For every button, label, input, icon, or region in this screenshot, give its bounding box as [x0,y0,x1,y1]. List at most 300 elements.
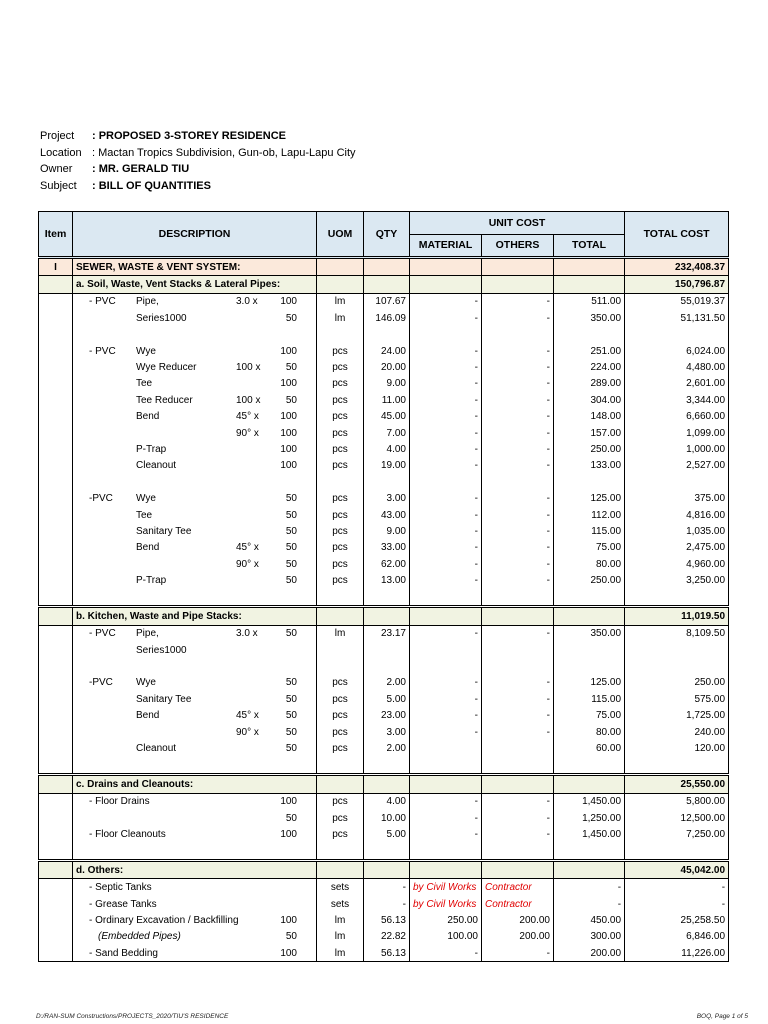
others-cell: - [482,724,554,740]
total-cost-cell: 8,109.50 [625,625,729,642]
total-cost-cell: 250.00 [625,675,729,691]
uom-cell [317,607,364,625]
desc-d2: Cleanout [136,460,177,472]
bill-of-quantities-table [38,211,729,962]
item-cell [39,589,73,607]
col-description: DESCRIPTION [73,212,317,258]
qty-cell: 43.00 [364,507,410,523]
others-cell [482,474,554,490]
qty-cell [364,589,410,607]
total-cost-cell: 232,408.37 [625,258,729,276]
others-cell: - [482,425,554,441]
description-cell: a. Soil, Waste, Vent Stacks & Lateral Pipes: [73,276,317,293]
description-cell [73,708,317,724]
qty-cell [364,258,410,276]
qty-cell: 33.00 [364,540,410,556]
uom-cell: pcs [317,675,364,691]
item-cell [39,826,73,842]
desc-d2: Cleanout [136,743,177,755]
total-cell: - [554,879,625,896]
description-cell [73,540,317,556]
material-cell: - [410,675,482,691]
description-cell [73,879,317,896]
qty-cell: 62.00 [364,556,410,572]
total-cost-cell: 11,019.50 [625,607,729,625]
description-cell [73,912,317,928]
table-row [39,879,729,896]
location-label: Location [40,146,82,159]
total-cost-cell: 55,019.37 [625,293,729,310]
item-cell: I [39,258,73,276]
item-cell [39,691,73,707]
others-cell: 200.00 [482,929,554,945]
table-row [39,490,729,506]
table-row [39,359,729,375]
uom-cell [317,589,364,607]
spacer-row [39,658,729,674]
others-cell: - [482,675,554,691]
total-cell [554,607,625,625]
total-cell [554,589,625,607]
spacer-row [39,474,729,490]
total-cell: 304.00 [554,392,625,408]
total-cost-cell [625,843,729,861]
item-cell [39,810,73,826]
qty-cell: 4.00 [364,441,410,457]
material-cell: - [410,425,482,441]
qty-cell: 9.00 [364,376,410,392]
project-value: : PROPOSED 3-STOREY RESIDENCE [92,130,286,142]
table-row [39,625,729,642]
qty-cell: - [364,896,410,912]
description-cell [73,556,317,572]
item-cell [39,775,73,793]
desc-d4: 100 [280,460,297,472]
item-cell [39,625,73,642]
total-cell [554,327,625,343]
material-cell [410,276,482,293]
others-cell: - [482,945,554,962]
qty-cell [364,607,410,625]
total-cost-cell: 150,796.87 [625,276,729,293]
qty-cell [364,642,410,658]
qty-cell [364,327,410,343]
total-cell: 289.00 [554,376,625,392]
description-cell [73,523,317,539]
desc-d4: 50 [285,362,297,374]
description-cell [73,441,317,457]
table-body [39,258,729,962]
desc-d2: Series1000 [136,312,187,324]
subject-value: : BILL OF QUANTITIES [92,179,211,192]
desc-d4: 50 [285,312,297,324]
others-cell: - [482,293,554,310]
item-cell [39,327,73,343]
qty-cell: 146.09 [364,310,410,326]
total-cost-cell: 25,550.00 [625,775,729,793]
item-cell [39,540,73,556]
col-unit-cost: UNIT COST [410,212,625,235]
table-row [39,343,729,359]
desc-d4: 100 [280,427,297,439]
desc-d4: 50 [285,493,297,505]
description-cell [73,658,317,674]
subsection-row [39,607,729,625]
uom-cell: pcs [317,708,364,724]
total-cost-cell: 575.00 [625,691,729,707]
total-cost-cell: 1,725.00 [625,708,729,724]
others-cell [482,861,554,879]
desc-d1: - Septic Tanks [89,882,152,894]
total-cell: 224.00 [554,359,625,375]
desc-d4: 50 [285,558,297,570]
desc-d4: 50 [285,693,297,705]
table-row [39,945,729,962]
others-cell: - [482,507,554,523]
total-cell [554,843,625,861]
uom-cell: lm [317,912,364,928]
desc-d4: 100 [280,828,297,840]
material-cell [410,861,482,879]
total-cell: 350.00 [554,625,625,642]
material-cell: - [410,490,482,506]
uom-cell: pcs [317,540,364,556]
description-cell [73,310,317,326]
item-cell [39,572,73,588]
qty-cell: 5.00 [364,826,410,842]
desc-d2: Wye Reducer [136,362,197,374]
total-cell [554,775,625,793]
desc-d2: Bend [136,411,160,423]
total-cost-cell [625,474,729,490]
desc-d4: 100 [280,378,297,390]
total-cost-cell: 4,480.00 [625,359,729,375]
item-cell [39,441,73,457]
material-cell: - [410,826,482,842]
table-row [39,912,729,928]
total-cost-cell: 6,660.00 [625,409,729,425]
others-cell: - [482,691,554,707]
uom-cell [317,327,364,343]
desc-d3: 3.0 x [236,628,258,640]
description-cell: c. Drains and Cleanouts: [73,775,317,793]
total-cost-cell: 1,000.00 [625,441,729,457]
uom-cell: pcs [317,392,364,408]
total-cell: 80.00 [554,556,625,572]
desc-d1: -PVC [89,493,113,505]
others-cell: - [482,343,554,359]
desc-d3: 3.0 x [236,296,258,308]
desc-d1: - Grease Tanks [89,898,157,910]
desc-d2: Bend [136,710,160,722]
description-cell [73,625,317,642]
item-cell [39,507,73,523]
item-cell [39,945,73,962]
uom-cell [317,658,364,674]
table-row [39,896,729,912]
qty-cell: 23.00 [364,708,410,724]
desc-d1: - Sand Bedding [89,947,158,959]
material-cell: - [410,293,482,310]
others-cell: - [482,625,554,642]
others-cell [482,276,554,293]
desc-d4: 100 [280,947,297,959]
desc-d2: Sanitary Tee [136,525,192,537]
project-header [40,128,356,194]
table-row [39,507,729,523]
item-cell [39,675,73,691]
material-cell [410,607,482,625]
item-cell [39,376,73,392]
total-cost-cell: 12,500.00 [625,810,729,826]
qty-cell: 4.00 [364,793,410,810]
uom-cell: pcs [317,826,364,842]
total-cell: - [554,896,625,912]
total-cell: 157.00 [554,425,625,441]
material-cell [410,658,482,674]
item-cell [39,276,73,293]
desc-d2: P-Trap [136,575,167,587]
others-cell: - [482,572,554,588]
desc-d1: - Ordinary Excavation / Backfilling [89,914,239,926]
qty-cell [364,474,410,490]
uom-cell: pcs [317,343,364,359]
item-cell [39,793,73,810]
desc-d4: 100 [280,914,297,926]
desc-d3: 90° x [236,558,259,570]
others-cell: - [482,826,554,842]
total-cell: 133.00 [554,458,625,474]
total-cell: 250.00 [554,441,625,457]
item-cell [39,708,73,724]
material-cell: by Civil Works [410,879,482,896]
col-qty: QTY [364,212,410,258]
description-cell [73,896,317,912]
total-cost-cell: 120.00 [625,740,729,756]
material-cell: - [410,540,482,556]
total-cost-cell: 2,475.00 [625,540,729,556]
item-cell [39,607,73,625]
item-cell [39,861,73,879]
uom-cell: pcs [317,523,364,539]
description-cell [73,293,317,310]
table-row [39,691,729,707]
desc-d4: 50 [285,509,297,521]
desc-d1: - PVC [89,345,116,357]
qty-cell: 10.00 [364,810,410,826]
qty-cell: 11.00 [364,392,410,408]
material-cell [410,843,482,861]
uom-cell [317,474,364,490]
description-cell [73,691,317,707]
qty-cell: 45.00 [364,409,410,425]
material-cell: by Civil Works [410,896,482,912]
material-cell [410,258,482,276]
total-cost-cell: 3,344.00 [625,392,729,408]
desc-d2: Tee Reducer [136,394,193,406]
item-cell [39,458,73,474]
description-cell [73,490,317,506]
qty-cell: 107.67 [364,293,410,310]
total-cost-cell: 4,816.00 [625,507,729,523]
uom-cell: lm [317,310,364,326]
description-cell [73,376,317,392]
total-cost-cell: 2,601.00 [625,376,729,392]
col-total: TOTAL [554,235,625,258]
qty-cell: 7.00 [364,425,410,441]
subsection-row [39,775,729,793]
material-cell: - [410,556,482,572]
item-cell [39,392,73,408]
qty-cell: 3.00 [364,490,410,506]
total-cell: 350.00 [554,310,625,326]
description-cell [73,945,317,962]
table-row [39,572,729,588]
uom-cell: pcs [317,507,364,523]
qty-cell [364,276,410,293]
desc-d2: Wye [136,345,156,357]
uom-cell: pcs [317,810,364,826]
others-cell [482,843,554,861]
desc-d2: Bend [136,542,160,554]
uom-cell: lm [317,929,364,945]
uom-cell: pcs [317,724,364,740]
table-row [39,425,729,441]
table-row [39,523,729,539]
item-cell [39,359,73,375]
others-cell: - [482,556,554,572]
desc-d4: 50 [285,743,297,755]
total-cell: 250.00 [554,572,625,588]
item-cell [39,642,73,658]
material-cell [410,642,482,658]
desc-d1: - PVC [89,628,116,640]
material-cell [410,740,482,756]
total-cost-cell: 5,800.00 [625,793,729,810]
item-cell [39,757,73,775]
uom-cell: pcs [317,490,364,506]
total-cell: 115.00 [554,691,625,707]
owner-value: : MR. GERALD TIU [92,163,190,175]
total-cost-cell: 6,846.00 [625,929,729,945]
item-cell [39,523,73,539]
desc-d3: 45° x [236,411,259,423]
table-row [39,724,729,740]
qty-cell: 2.00 [364,740,410,756]
total-cost-cell [625,658,729,674]
total-cost-cell: 4,960.00 [625,556,729,572]
description-cell [73,572,317,588]
desc-d4: 50 [285,394,297,406]
material-cell: - [410,523,482,539]
item-cell [39,658,73,674]
others-cell [482,658,554,674]
desc-d4: 50 [285,575,297,587]
uom-cell [317,775,364,793]
others-cell [482,607,554,625]
total-cost-cell: 6,024.00 [625,343,729,359]
col-total-cost: TOTAL COST [625,212,729,258]
total-cost-cell: 2,527.00 [625,458,729,474]
qty-cell: - [364,879,410,896]
others-cell: - [482,376,554,392]
desc-d4: 100 [280,443,297,455]
description-cell [73,642,317,658]
desc-d1: - PVC [89,296,116,308]
item-cell [39,912,73,928]
total-cost-cell: 45,042.00 [625,861,729,879]
desc-d4: 100 [280,296,297,308]
subject-label: Subject [40,179,77,192]
material-cell: - [410,441,482,457]
others-cell: - [482,810,554,826]
material-cell: - [410,625,482,642]
material-cell: - [410,810,482,826]
col-item: Item [39,212,73,258]
desc-d2: Tee [136,509,153,521]
uom-cell: pcs [317,556,364,572]
desc-d3: 100 x [236,394,261,406]
item-cell [39,409,73,425]
item-cell [39,425,73,441]
uom-cell: lm [317,293,364,310]
others-cell [482,740,554,756]
desc-d3: 100 x [236,362,261,374]
description-cell [73,826,317,842]
spacer-row [39,757,729,775]
table-row [39,392,729,408]
total-cell: 60.00 [554,740,625,756]
uom-cell: pcs [317,572,364,588]
desc-d4: 100 [280,796,297,808]
description-cell: d. Others: [73,861,317,879]
uom-cell [317,276,364,293]
description-cell [73,507,317,523]
table-row [39,441,729,457]
desc-d2: Wye [136,493,156,505]
desc-d3: 45° x [236,710,259,722]
desc-d4: 100 [280,411,297,423]
table-row [39,310,729,326]
description-cell [73,675,317,691]
others-cell: - [482,490,554,506]
others-cell: - [482,793,554,810]
others-cell: Contractor [482,879,554,896]
total-cost-cell: - [625,879,729,896]
desc-d4: 50 [285,726,297,738]
total-cell [554,642,625,658]
material-cell: 100.00 [410,929,482,945]
material-cell: - [410,343,482,359]
item-cell [39,879,73,896]
spacer-row [39,843,729,861]
item-cell [39,740,73,756]
total-cell: 1,250.00 [554,810,625,826]
qty-cell [364,658,410,674]
description-cell [73,757,317,775]
total-cell: 75.00 [554,540,625,556]
uom-cell: pcs [317,376,364,392]
col-material: MATERIAL [410,235,482,258]
table-row [39,540,729,556]
total-cost-cell: 1,035.00 [625,523,729,539]
table-row [39,293,729,310]
desc-d2: Pipe, [136,296,159,308]
total-cell [554,658,625,674]
total-cell: 125.00 [554,490,625,506]
uom-cell [317,843,364,861]
desc-d3: 90° x [236,726,259,738]
